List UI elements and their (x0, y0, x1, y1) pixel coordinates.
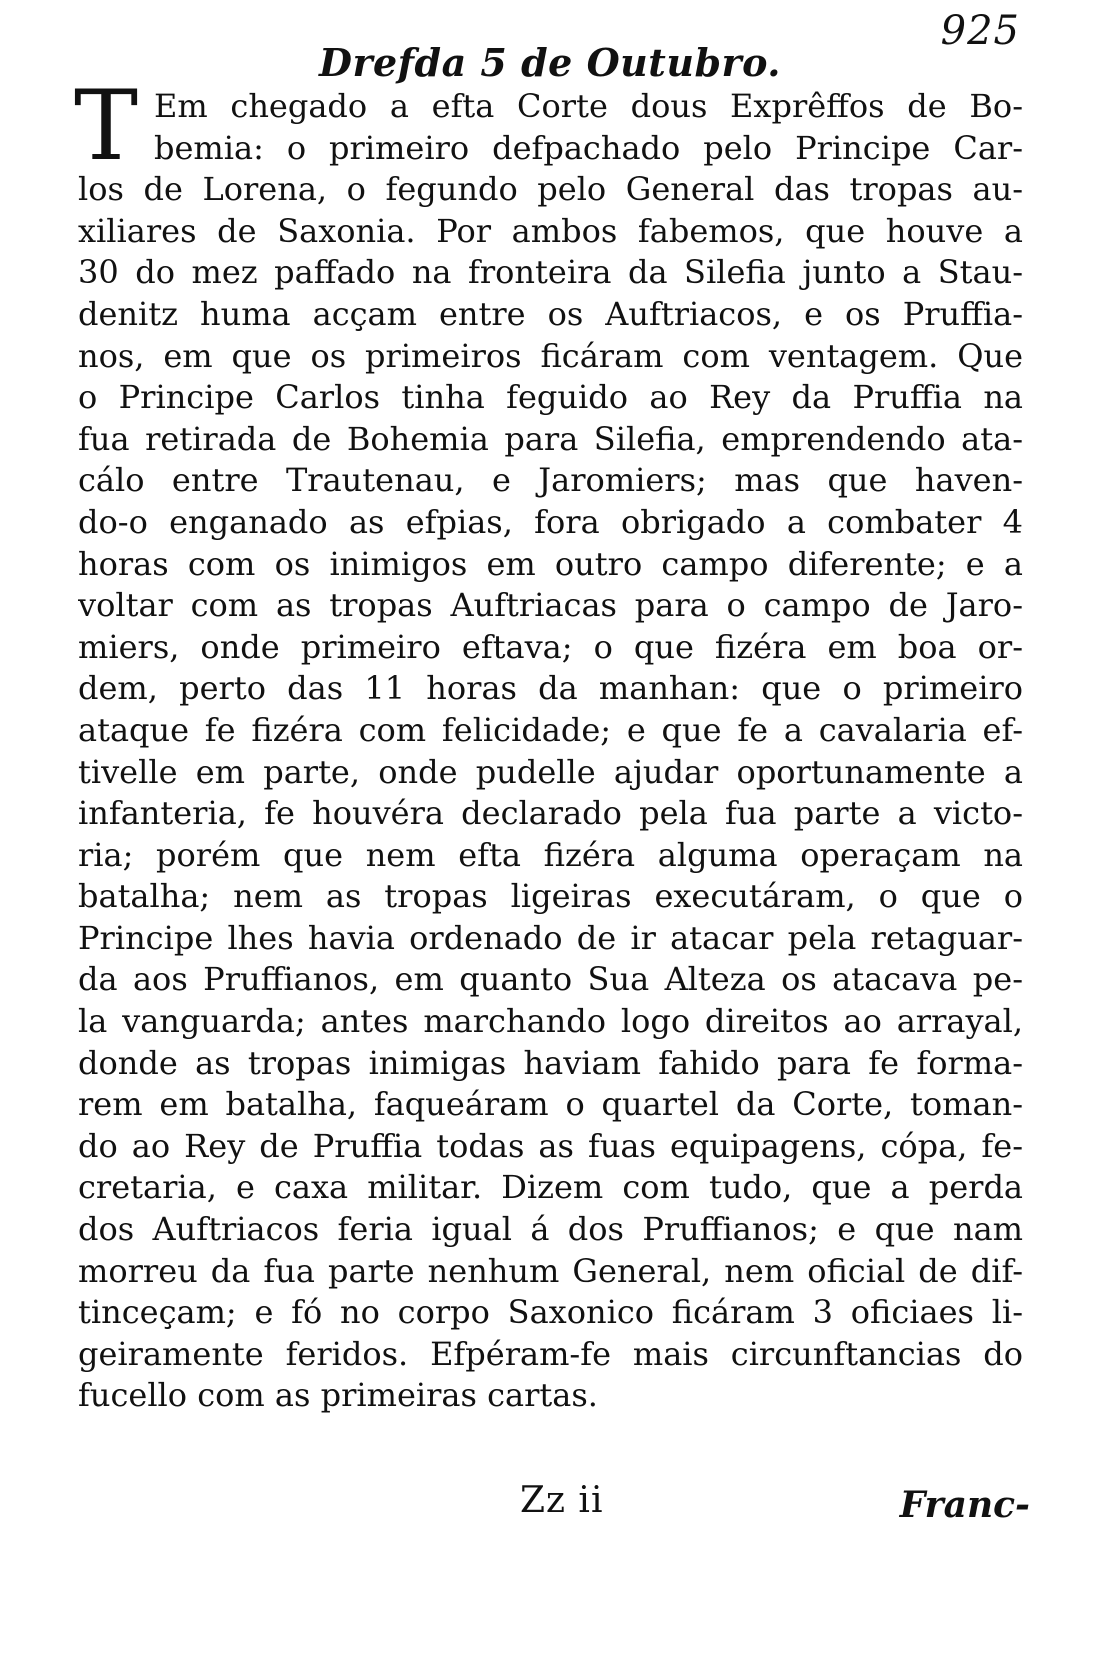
text-line: los de Lorena, o fegundo pelo General das tropas au- (78, 170, 1023, 209)
text-line: dos Auftriacos feria igual á dos Pruffianos; e que nam (78, 1210, 1023, 1249)
text-line: voltar com as tropas Auftriacas para o campo de Jaro- (78, 586, 1023, 625)
text-line: nos, em que os primeiros ficáram com ventagem. Que (78, 336, 1023, 375)
text-line: batalha; nem as tropas ligeiras executáram, o que o (78, 877, 1023, 916)
text-line: do ao Rey de Pruffia todas as fuas equipagens, cópa, fe- (78, 1126, 1023, 1165)
text-line: fucello com as primeiras cartas. (78, 1376, 598, 1415)
article-body (74, 70, 1023, 1417)
text-line: Em chegado a efta Corte dous Exprêffos de Bo- (154, 87, 1023, 125)
text-line: xiliares de Saxonia. Por ambos fabemos, que houve a (78, 211, 1023, 250)
drop-cap: T (74, 70, 139, 182)
text-line: Principe lhes havia ordenado de ir atacar pela retaguar- (78, 918, 1023, 957)
text-line: 30 do mez paffado na fronteira da Silefia junto a Stau- (78, 253, 1023, 292)
text-line: da aos Pruffianos, em quanto Sua Alteza os atacava pe- (78, 960, 1023, 999)
text-line: miers, onde primeiro eftava; o que fizéra em boa or- (78, 627, 1023, 666)
text-line: ria; porém que nem efta fizéra alguma operaçam na (78, 835, 1023, 874)
text-line: ataque fe fizéra com felicidade; e que fe a cavalaria ef- (78, 710, 1023, 749)
text-line: fua retirada de Bohemia para Silefia, emprendendo ata- (78, 419, 1023, 458)
text-line: rem em batalha, faqueáram o quartel da Corte, toman- (78, 1085, 1023, 1124)
text-line: do-o enganado as efpias, fora obrigado a combater 4 (78, 502, 1023, 541)
text-line: dem, perto das 11 horas da manhan: que o primeiro (78, 669, 1023, 708)
dateline: Drefda 5 de Outubro. (319, 40, 781, 85)
text-line: denitz huma acçam entre os Auftriacos, e os Pruffia- (78, 294, 1023, 333)
text-line: donde as tropas inimigas haviam fahido para fe forma- (78, 1043, 1023, 1082)
text-line: tivelle em parte, onde pudelle ajudar oportunamente a (78, 752, 1023, 791)
text-line: la vanguarda; antes marchando logo direitos ao arrayal, (78, 1002, 1023, 1041)
text-line: tinceçam; e fó no corpo Saxonico ficáram 3 oficiaes li- (78, 1293, 1023, 1332)
text-line: morreu da fua parte nenhum General, nem oficial de dif- (78, 1251, 1023, 1290)
catchword: Franc- (899, 1484, 1030, 1526)
text-line: cretaria, e caxa militar. Dizem com tudo, que a perda (78, 1168, 1023, 1207)
text-line: o Principe Carlos tinha feguido ao Rey da Pruffia na (78, 378, 1023, 417)
text-line: cálo entre Trautenau, e Jaromiers; mas que haven- (78, 461, 1023, 500)
page-number: 925 (940, 8, 1020, 54)
text-line: geiramente feridos. Efpéram-fe mais circunftancias do (78, 1334, 1023, 1373)
text-line: bemia: o primeiro defpachado pelo Principe Car- (154, 128, 1023, 167)
text-line: horas com os inimigos em outro campo diferente; e a (78, 544, 1023, 583)
text-line: infanteria, fe houvéra declarado pela fua parte a victo- (78, 794, 1023, 833)
signature-mark: Zz ii (520, 1480, 604, 1521)
